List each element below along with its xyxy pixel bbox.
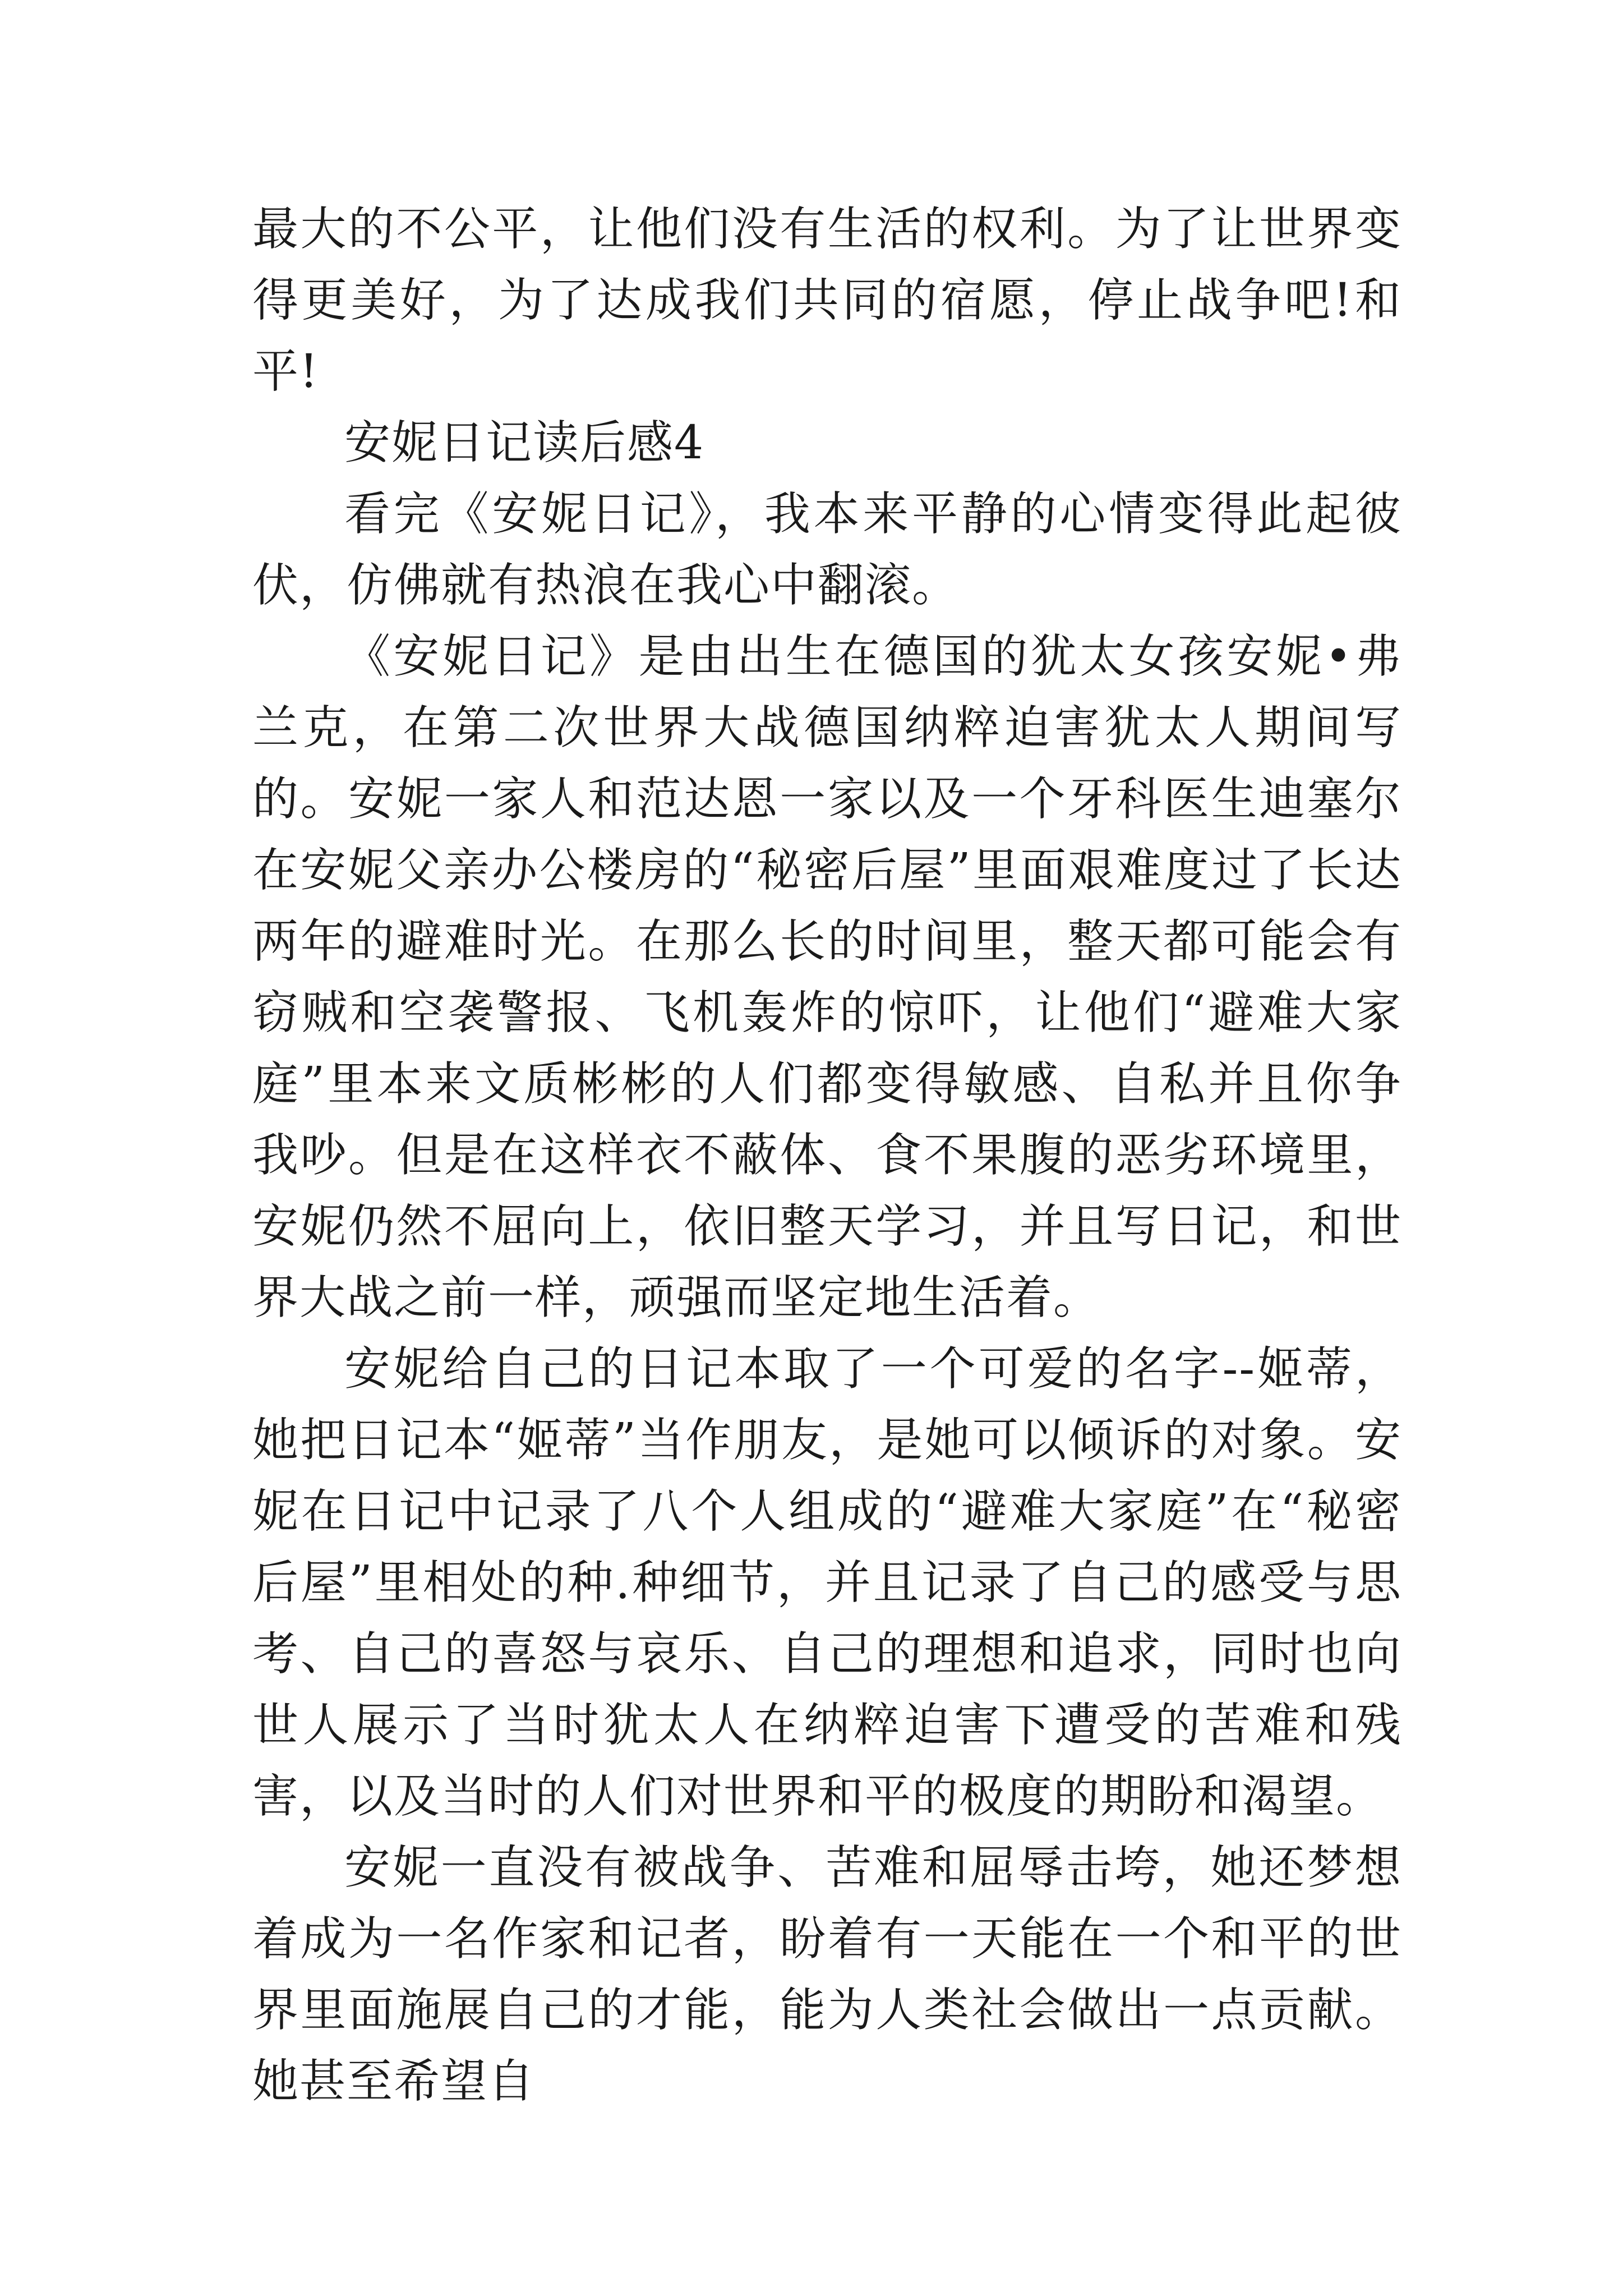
paragraph-dreams: 安妮一直没有被战争、苦难和屈辱击垮，她还梦想着成为一名作家和记者，盼着有一天能在一个和平的世界里面施展自己的才能，能为人类社会做出一点贡献。她甚至希望自 bbox=[252, 1841, 1402, 2108]
document-body bbox=[252, 194, 1402, 2117]
paragraph-diary-kitty: 安妮给自己的日记本取了一个可爱的名字--姬蒂，她把日记本“姬蒂”当作朋友，是她可以倾诉的对象。安妮在日记中记录了八个人组成的“避难大家庭”在“秘密后屋”里相处的种.种细节，并且记录了自己的感受与思考、自己的喜怒与哀乐、自己的理想和追求，同时也向世人展示了当时犹太人在纳粹迫害下遭受的苦难和残害，以及当时的人们对世界和平的极度的期盼和渴望。 bbox=[252, 1342, 1402, 1823]
paragraph-intro: 看完《安妮日记》，我本来平静的心情变得此起彼伏，仿佛就有热浪在我心中翻滚。 bbox=[252, 487, 1402, 612]
paragraph-background: 《安妮日记》是由出生在德国的犹太女孩安妮•弗兰克，在第二次世界大战德国纳粹迫害犹太人期间写的。安妮一家人和范达恩一家以及一个牙科医生迪塞尔在安妮父亲办公楼房的“秘密后屋”里面艰难度过了长达两年的避难时光。在那么长的时间里，整天都可能会有窃贼和空袭警报、飞机轰炸的惊吓，让他们“避难大家庭”里本来文质彬彬的人们都变得敏感、自私并且你争我吵。但是在这样衣不蔽体、食不果腹的恶劣环境里，安妮仍然不屈向上，依旧整天学习，并且写日记，和世界大战之前一样，顽强而坚定地生活着。 bbox=[252, 630, 1402, 1324]
section-heading: 安妮日记读后感4 bbox=[344, 416, 705, 470]
continuation-paragraph: 最大的不公平，让他们没有生活的权利。为了让世界变得更美好，为了达成我们共同的宿愿，停止战争吧!和平! bbox=[252, 203, 1402, 398]
